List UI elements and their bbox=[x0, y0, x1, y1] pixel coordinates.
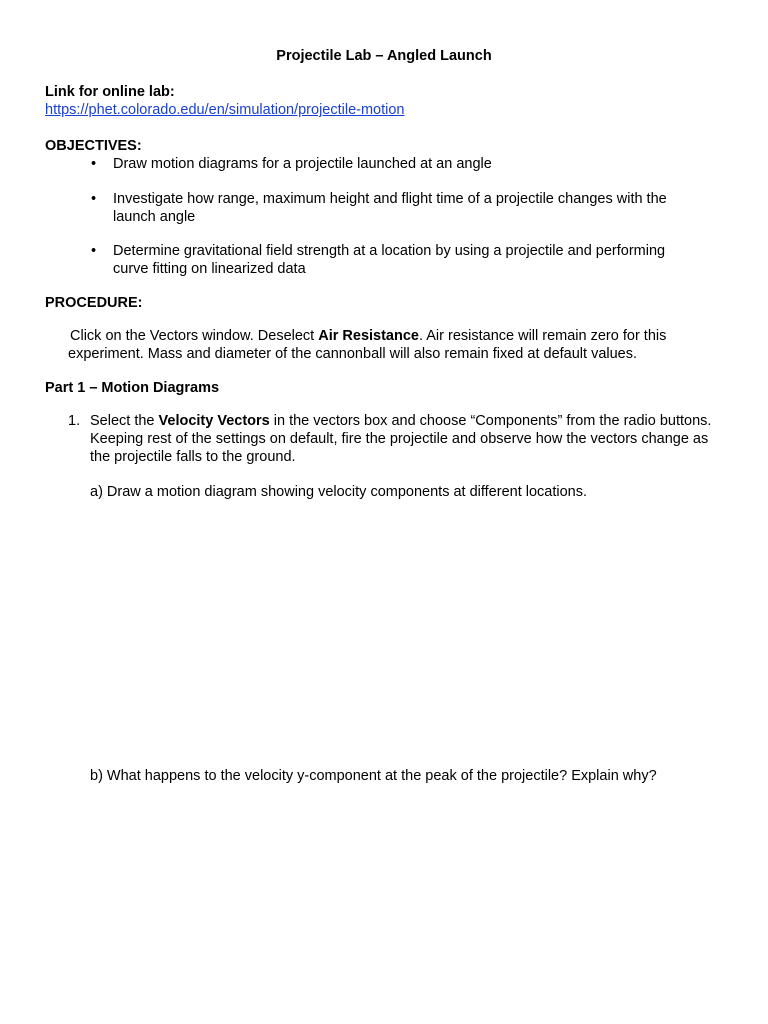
procedure-paragraph bbox=[68, 327, 708, 363]
step-1 bbox=[0, 412, 768, 466]
bullet-icon: • bbox=[91, 243, 97, 259]
step-text-1: Select the bbox=[90, 413, 159, 429]
step-number: 1. bbox=[68, 413, 81, 429]
question-b: b) What happens to the velocity y-component at the peak of the projectile? Explain why? bbox=[90, 768, 657, 784]
page-title: Projectile Lab – Angled Launch bbox=[276, 48, 492, 64]
link-label: Link for online lab: bbox=[45, 84, 175, 100]
step-text-bold: Velocity Vectors bbox=[158, 413, 270, 429]
bullet-icon: • bbox=[91, 191, 97, 207]
question-a: a) Draw a motion diagram showing velocity components at different locations. bbox=[90, 484, 588, 500]
procedure-text-2: . Air resistance will remain zero for this experiment. Mass and diameter of the cannonball will also remain fixed at default values. bbox=[68, 328, 667, 362]
objective-text: Investigate how range, maximum height and flight time of a projectile changes with the launch angle bbox=[113, 191, 667, 225]
objective-item-1 bbox=[0, 155, 768, 173]
part1-heading: Part 1 – Motion Diagrams bbox=[45, 380, 220, 396]
objective-item-3 bbox=[0, 242, 768, 278]
procedure-text-bold: Air Resistance bbox=[318, 328, 419, 344]
online-lab-link[interactable]: https://phet.colorado.edu/en/simulation/projectile-motion bbox=[45, 102, 405, 118]
procedure-text-1: Click on the Vectors window. Deselect bbox=[70, 328, 319, 344]
objective-text: Draw motion diagrams for a projectile launched at an angle bbox=[113, 156, 492, 172]
objective-item-2 bbox=[0, 190, 768, 226]
objectives-heading: OBJECTIVES: bbox=[45, 138, 142, 154]
procedure-heading: PROCEDURE: bbox=[45, 295, 143, 311]
bullet-icon: • bbox=[91, 156, 97, 172]
step-text bbox=[90, 412, 730, 466]
objective-text: Determine gravitational field strength at a location by using a projectile and performing curve fitting on linearized data bbox=[113, 243, 666, 277]
step-text-2: in the vectors box and choose “Components” from the radio buttons. Keeping rest of the settings on default, fire the projectile and observe how the vectors change as the projectile falls to the ground. bbox=[90, 413, 712, 465]
